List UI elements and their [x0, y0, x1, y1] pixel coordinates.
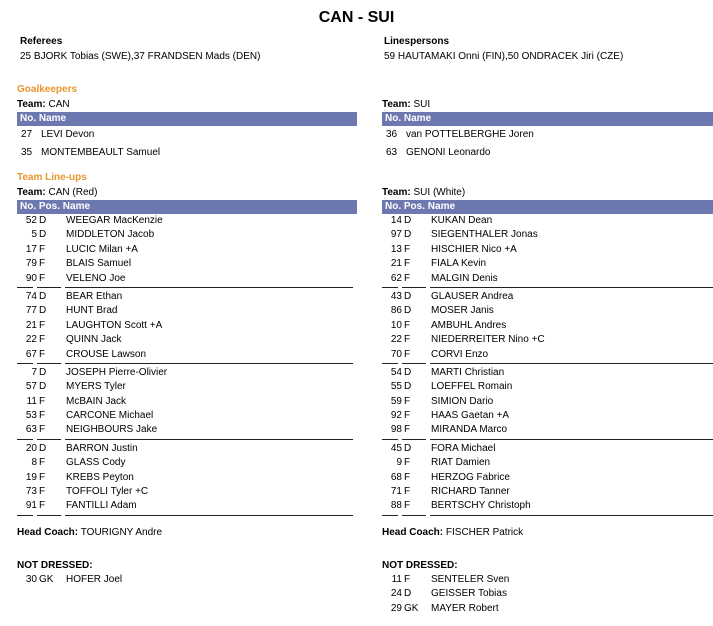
player-row [382, 290, 713, 304]
player-name: FANTILLI Adam [66, 500, 137, 512]
head-coach-label: Head Coach: [382, 526, 444, 538]
not-dressed-label: NOT DRESSED: [17, 560, 93, 571]
player-name: MYERS Tyler [66, 381, 126, 393]
player-position: F [39, 424, 46, 436]
player-position: F [39, 471, 46, 483]
player-row [17, 214, 357, 228]
goalkeepers-header-bar: No. Name [382, 112, 713, 126]
team-label: Team: [17, 99, 46, 110]
player-name: RIAT Damien [431, 457, 491, 469]
player-number: 79 [25, 258, 37, 270]
team-name: CAN (Red) [48, 187, 98, 198]
player-row [17, 272, 357, 286]
player-row [382, 214, 713, 228]
head-coach-label: Head Coach: [17, 526, 79, 538]
player-number: 17 [25, 243, 37, 255]
player-name: LAUGHTON Scott +A [66, 319, 163, 331]
player-name: LOEFFEL Romain [431, 381, 513, 393]
team-name: SUI [413, 99, 431, 110]
player-number: 30 [25, 574, 37, 585]
player-row [17, 471, 357, 485]
player-position: D [404, 215, 412, 226]
player-row [17, 348, 357, 362]
goalkeepers-can [17, 98, 357, 162]
player-position: D [39, 215, 47, 226]
player-row [17, 290, 357, 304]
player-position: D [39, 305, 47, 317]
lineup-header-bar: No. Pos. Name [17, 200, 357, 214]
player-row [17, 409, 357, 423]
goalkeeper-row [17, 126, 357, 144]
player-number: 57 [25, 381, 37, 393]
player-name: RICHARD Tanner [431, 486, 510, 498]
player-number: 59 [390, 395, 402, 407]
player-number: 86 [390, 305, 402, 317]
player-position: F [404, 334, 411, 346]
player-name: QUINN Jack [66, 334, 122, 346]
player-number: 27 [21, 129, 33, 140]
player-number: 10 [390, 319, 402, 331]
goalkeepers-sui [382, 98, 713, 162]
not-dressed-label: NOT DRESSED: [382, 560, 458, 571]
player-name: LEVI Devon [41, 129, 95, 140]
player-number: 71 [390, 486, 402, 498]
player-number: 21 [390, 258, 402, 270]
player-name: HOFER Joel [66, 574, 123, 585]
player-name: FIALA Kevin [431, 258, 487, 270]
head-coach [382, 526, 713, 540]
player-row [17, 243, 357, 257]
player-name: MIRANDA Marco [431, 424, 508, 436]
player-name: CARCONE Michael [66, 410, 154, 422]
player-number: 88 [390, 500, 402, 512]
player-row [382, 395, 713, 409]
player-number: 90 [25, 272, 37, 284]
player-name: LUCIC Milan +A [66, 243, 138, 255]
not-dressed-row [382, 587, 713, 601]
player-name: NEIGHBOURS Jake [66, 424, 158, 436]
player-position: D [404, 588, 412, 600]
player-number: 11 [391, 574, 402, 585]
player-position: F [39, 258, 46, 270]
player-number: 22 [25, 334, 37, 346]
player-name: SIEGENTHALER Jonas [431, 229, 538, 241]
player-number: 73 [25, 486, 37, 498]
player-position: GK [39, 574, 54, 585]
lineup-can [17, 186, 357, 540]
player-number: 19 [25, 471, 37, 483]
player-number: 43 [390, 290, 402, 302]
player-position: F [39, 500, 46, 512]
player-position: F [39, 457, 46, 469]
player-position: D [39, 229, 47, 241]
player-number: 67 [25, 348, 37, 360]
player-number: 14 [390, 215, 402, 226]
goalkeeper-row [382, 144, 713, 162]
player-position: F [404, 457, 411, 469]
player-name: FORA Michael [431, 442, 496, 454]
player-row [17, 499, 357, 513]
player-position: D [39, 366, 47, 378]
not-dressed-list [17, 573, 357, 587]
player-name: HISCHIER Nico +A [431, 243, 517, 255]
player-row [17, 395, 357, 409]
player-name: HUNT Brad [66, 305, 118, 317]
not-dressed-list [382, 573, 713, 616]
head-coach-name: FISCHER Patrick [445, 526, 524, 538]
player-number: 11 [26, 395, 37, 407]
player-name: WEEGAR MacKenzie [66, 215, 163, 226]
player-row [17, 366, 357, 380]
referees-value: 25 BJORK Tobias (SWE),37 FRANDSEN Mads (DEN) [20, 51, 261, 62]
player-row [382, 380, 713, 394]
player-row [382, 257, 713, 271]
player-position: D [39, 442, 47, 454]
player-name: SENTELER Sven [431, 574, 510, 585]
player-name: NIEDERREITER Nino +C [431, 334, 545, 346]
player-position: F [39, 272, 46, 284]
player-position: D [404, 290, 412, 302]
player-name: AMBUHL Andres [431, 319, 507, 331]
line-separator [17, 514, 357, 518]
player-row [382, 319, 713, 333]
player-name: GEISSER Tobias [431, 588, 507, 600]
player-number: 35 [21, 147, 33, 158]
player-number: 74 [25, 290, 37, 302]
player-number: 36 [386, 129, 398, 140]
player-number: 55 [390, 381, 402, 393]
player-name: BERTSCHY Christoph [431, 500, 531, 512]
player-position: F [404, 243, 411, 255]
player-number: 9 [396, 457, 402, 469]
player-name: HERZOG Fabrice [431, 471, 510, 483]
team-name: CAN [48, 99, 70, 110]
team-label: Team: [17, 187, 46, 198]
goalkeeper-list [17, 126, 357, 162]
player-row [17, 228, 357, 242]
player-name: VELENO Joe [66, 272, 126, 284]
player-row [382, 304, 713, 318]
player-position: D [404, 442, 412, 454]
player-number: 62 [390, 272, 402, 284]
player-row [382, 485, 713, 499]
player-name: BLAIS Samuel [66, 258, 132, 270]
player-number: 8 [31, 457, 37, 469]
page-title: CAN - SUI [318, 9, 395, 26]
player-number: 98 [390, 424, 402, 436]
player-row [382, 499, 713, 513]
player-number: 21 [25, 319, 37, 331]
player-position: D [39, 381, 47, 393]
lineup-list [382, 214, 713, 518]
player-number: 29 [390, 602, 402, 614]
player-name: SIMION Dario [431, 395, 494, 407]
player-name: HAAS Gaetan +A [431, 410, 510, 422]
player-row [17, 380, 357, 394]
player-row [17, 333, 357, 347]
player-name: MARTI Christian [431, 366, 505, 378]
player-number: 97 [390, 229, 402, 241]
team-label: Team: [382, 99, 411, 110]
player-number: 92 [390, 410, 402, 422]
player-position: D [404, 381, 412, 393]
player-position: F [404, 471, 411, 483]
player-position: F [39, 395, 46, 407]
player-name: GLAUSER Andrea [431, 290, 514, 302]
player-number: 68 [390, 471, 402, 483]
player-number: 63 [386, 147, 398, 158]
goalkeeper-list [382, 126, 713, 162]
goalkeepers-section-label: Goalkeepers [17, 84, 78, 95]
player-row [17, 257, 357, 271]
player-row [17, 456, 357, 470]
player-number: 53 [25, 410, 37, 422]
player-position: F [39, 243, 46, 255]
player-name: JOSEPH Pierre-Olivier [66, 366, 168, 378]
team-line [17, 98, 357, 112]
not-dressed-can [17, 558, 357, 587]
player-name: MONTEMBEAULT Samuel [41, 147, 161, 158]
team-line [17, 186, 357, 200]
player-position: F [39, 319, 46, 331]
linespersons-label: Linespersons [384, 36, 450, 47]
player-position: F [404, 424, 411, 436]
lineup-sui [382, 186, 713, 540]
player-number: 13 [390, 243, 402, 255]
player-name: KUKAN Dean [431, 215, 493, 226]
player-position: D [404, 366, 412, 378]
player-name: GENONI Leonardo [406, 147, 491, 158]
team-line [382, 98, 713, 112]
player-name: CROUSE Lawson [66, 348, 147, 360]
player-row [17, 319, 357, 333]
referees-label: Referees [20, 36, 63, 47]
goalkeepers-header-bar: No. Name [17, 112, 357, 126]
player-row [382, 366, 713, 380]
player-row [382, 228, 713, 242]
not-dressed-row [382, 602, 713, 616]
player-number: 70 [390, 348, 402, 360]
player-number: 52 [25, 215, 37, 226]
player-row [382, 348, 713, 362]
not-dressed-row [17, 573, 357, 587]
player-number: 7 [31, 366, 37, 378]
player-row [17, 304, 357, 318]
player-position: F [404, 348, 411, 360]
player-row [382, 333, 713, 347]
player-row [17, 442, 357, 456]
player-name: van POTTELBERGHE Joren [406, 129, 534, 140]
not-dressed-sui [382, 558, 713, 616]
player-position: D [39, 290, 47, 302]
team-name: SUI (White) [413, 187, 466, 198]
lineup-header-bar: No. Pos. Name [382, 200, 713, 214]
player-name: BEAR Ethan [66, 290, 123, 302]
team-label: Team: [382, 187, 411, 198]
head-coach [17, 526, 357, 540]
player-number: 91 [25, 500, 37, 512]
lineups-section-label: Team Line-ups [17, 172, 87, 183]
player-name: TOFFOLI Tyler +C [66, 486, 149, 498]
not-dressed-row [382, 573, 713, 587]
player-position: F [404, 319, 411, 331]
player-row [382, 272, 713, 286]
player-position: F [404, 258, 411, 270]
player-number: 24 [390, 588, 402, 600]
player-row [382, 243, 713, 257]
player-name: GLASS Cody [66, 457, 126, 469]
player-name: CORVI Enzo [431, 348, 489, 360]
player-position: F [404, 574, 411, 585]
player-name: MAYER Robert [431, 602, 499, 614]
player-row [382, 442, 713, 456]
player-position: F [404, 410, 411, 422]
player-name: MOSER Janis [431, 305, 494, 317]
player-row [17, 423, 357, 437]
player-position: F [404, 395, 411, 407]
lineup-list [17, 214, 357, 518]
player-position: F [39, 334, 46, 346]
player-number: 63 [25, 424, 37, 436]
player-row [382, 456, 713, 470]
player-number: 20 [25, 442, 37, 454]
team-line [382, 186, 713, 200]
goalkeeper-row [17, 144, 357, 162]
player-row [382, 423, 713, 437]
player-name: MIDDLETON Jacob [66, 229, 155, 241]
player-number: 77 [25, 305, 37, 317]
player-number: 54 [390, 366, 402, 378]
player-row [382, 471, 713, 485]
player-position: GK [404, 602, 419, 614]
player-name: MALGIN Denis [431, 272, 498, 284]
player-number: 5 [31, 229, 37, 241]
player-position: D [404, 229, 412, 241]
player-position: F [39, 348, 46, 360]
player-position: F [404, 272, 411, 284]
player-position: F [404, 486, 411, 498]
player-position: F [404, 500, 411, 512]
player-name: KREBS Peyton [66, 471, 134, 483]
player-position: F [39, 410, 46, 422]
player-number: 45 [390, 442, 402, 454]
player-row [382, 409, 713, 423]
player-position: D [404, 305, 412, 317]
player-number: 22 [390, 334, 402, 346]
player-row [17, 485, 357, 499]
player-name: BARRON Justin [66, 442, 138, 454]
player-position: F [39, 486, 46, 498]
line-separator [382, 514, 713, 518]
linespersons-value: 59 HAUTAMAKI Onni (FIN),50 ONDRACEK Jiri (CZE) [384, 51, 624, 62]
player-name: McBAIN Jack [66, 395, 127, 407]
head-coach-name: TOURIGNY Andre [80, 526, 163, 538]
goalkeeper-row [382, 126, 713, 144]
